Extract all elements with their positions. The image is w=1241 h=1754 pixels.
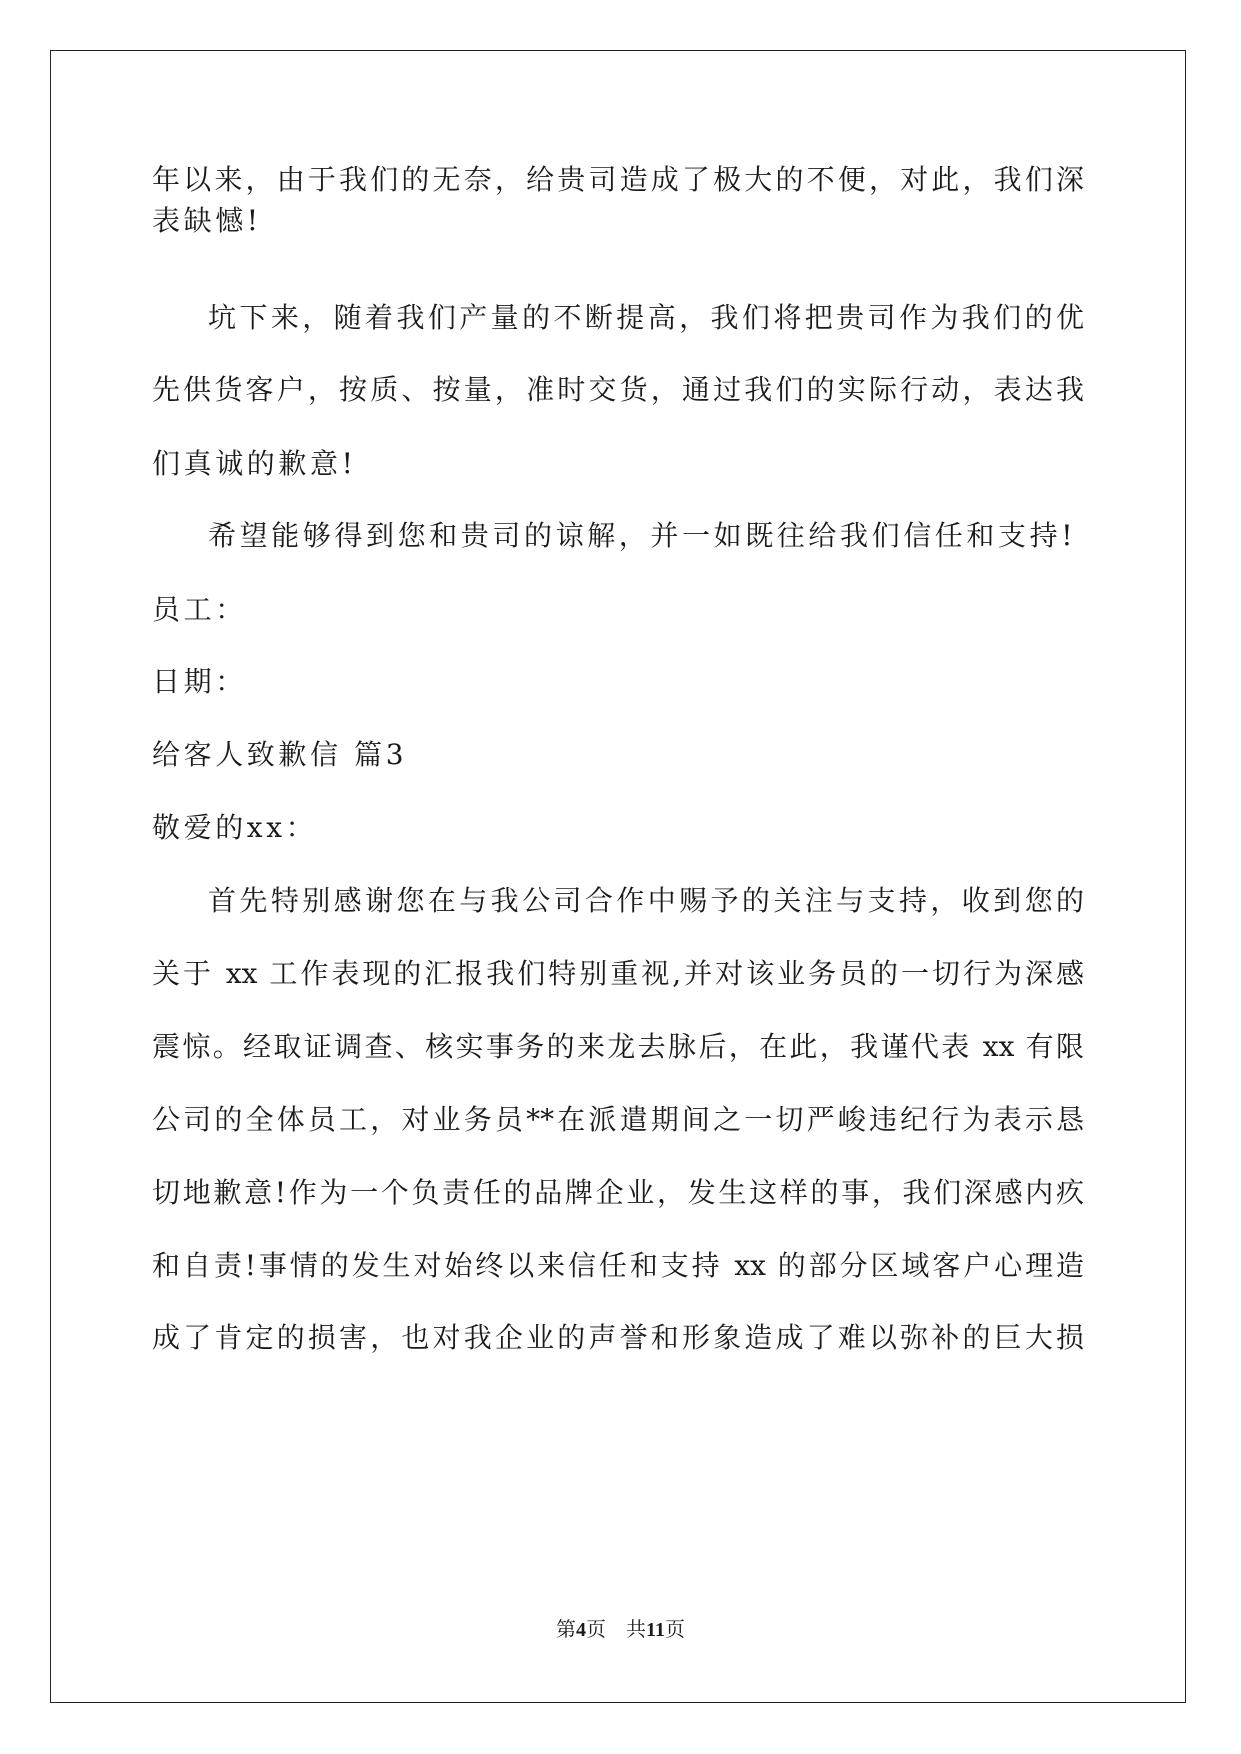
footer-page-prefix: 第 [556, 1619, 577, 1641]
body-line: 公司的全体员工，对业务员**在派遣期间之一切严峻违纪行为表示恳 [152, 1103, 1084, 1136]
body-line: 震惊。经取证调查、核实事务的来龙去脉后，在此，我谨代表 xx 有限 [152, 1030, 1084, 1063]
body-line: 们真诚的歉意! [152, 447, 357, 480]
section-heading: 给客人致歉信 篇3 [152, 738, 408, 771]
body-line: 先供货客户，按质、按量，准时交货，通过我们的实际行动，表达我 [152, 373, 1084, 406]
body-line: 年以来，由于我们的无奈，给贵司造成了极大的不便，对此，我们深 [152, 163, 1084, 196]
paragraph-first-line: 坑下来，随着我们产量的不断提高，我们将把贵司作为我们的优 [208, 301, 1084, 334]
paragraph-first-line: 希望能够得到您和贵司的谅解，并一如既往给我们信任和支持! [208, 519, 1077, 552]
body-line: 和自责!事情的发生对始终以来信任和支持 xx 的部分区域客户心理造 [152, 1249, 1084, 1282]
signature-employee: 员工： [152, 593, 247, 626]
body-line: 关于 xx 工作表现的汇报我们特别重视,并对该业务员的一切行为深感 [152, 957, 1084, 990]
signature-date: 日期： [152, 665, 247, 698]
paragraph-first-line: 首先特别感谢您在与我公司合作中赐予的关注与支持，收到您的 [208, 884, 1084, 917]
body-line: 成了肯定的损害，也对我企业的声誉和形象造成了难以弥补的巨大损 [152, 1321, 1084, 1354]
salutation: 敬爱的xx： [152, 811, 318, 844]
body-line: 切地歉意!作为一个负责任的品牌企业，发生这样的事，我们深感内疚 [152, 1176, 1084, 1209]
body-line: 表缺憾! [152, 204, 262, 237]
footer-page-mid: 页 共 [586, 1619, 647, 1641]
page-footer [0, 1618, 1241, 1642]
footer-page-suffix: 页 [664, 1619, 685, 1641]
footer-page-total: 11 [646, 1619, 665, 1641]
footer-page-current: 4 [576, 1619, 587, 1641]
